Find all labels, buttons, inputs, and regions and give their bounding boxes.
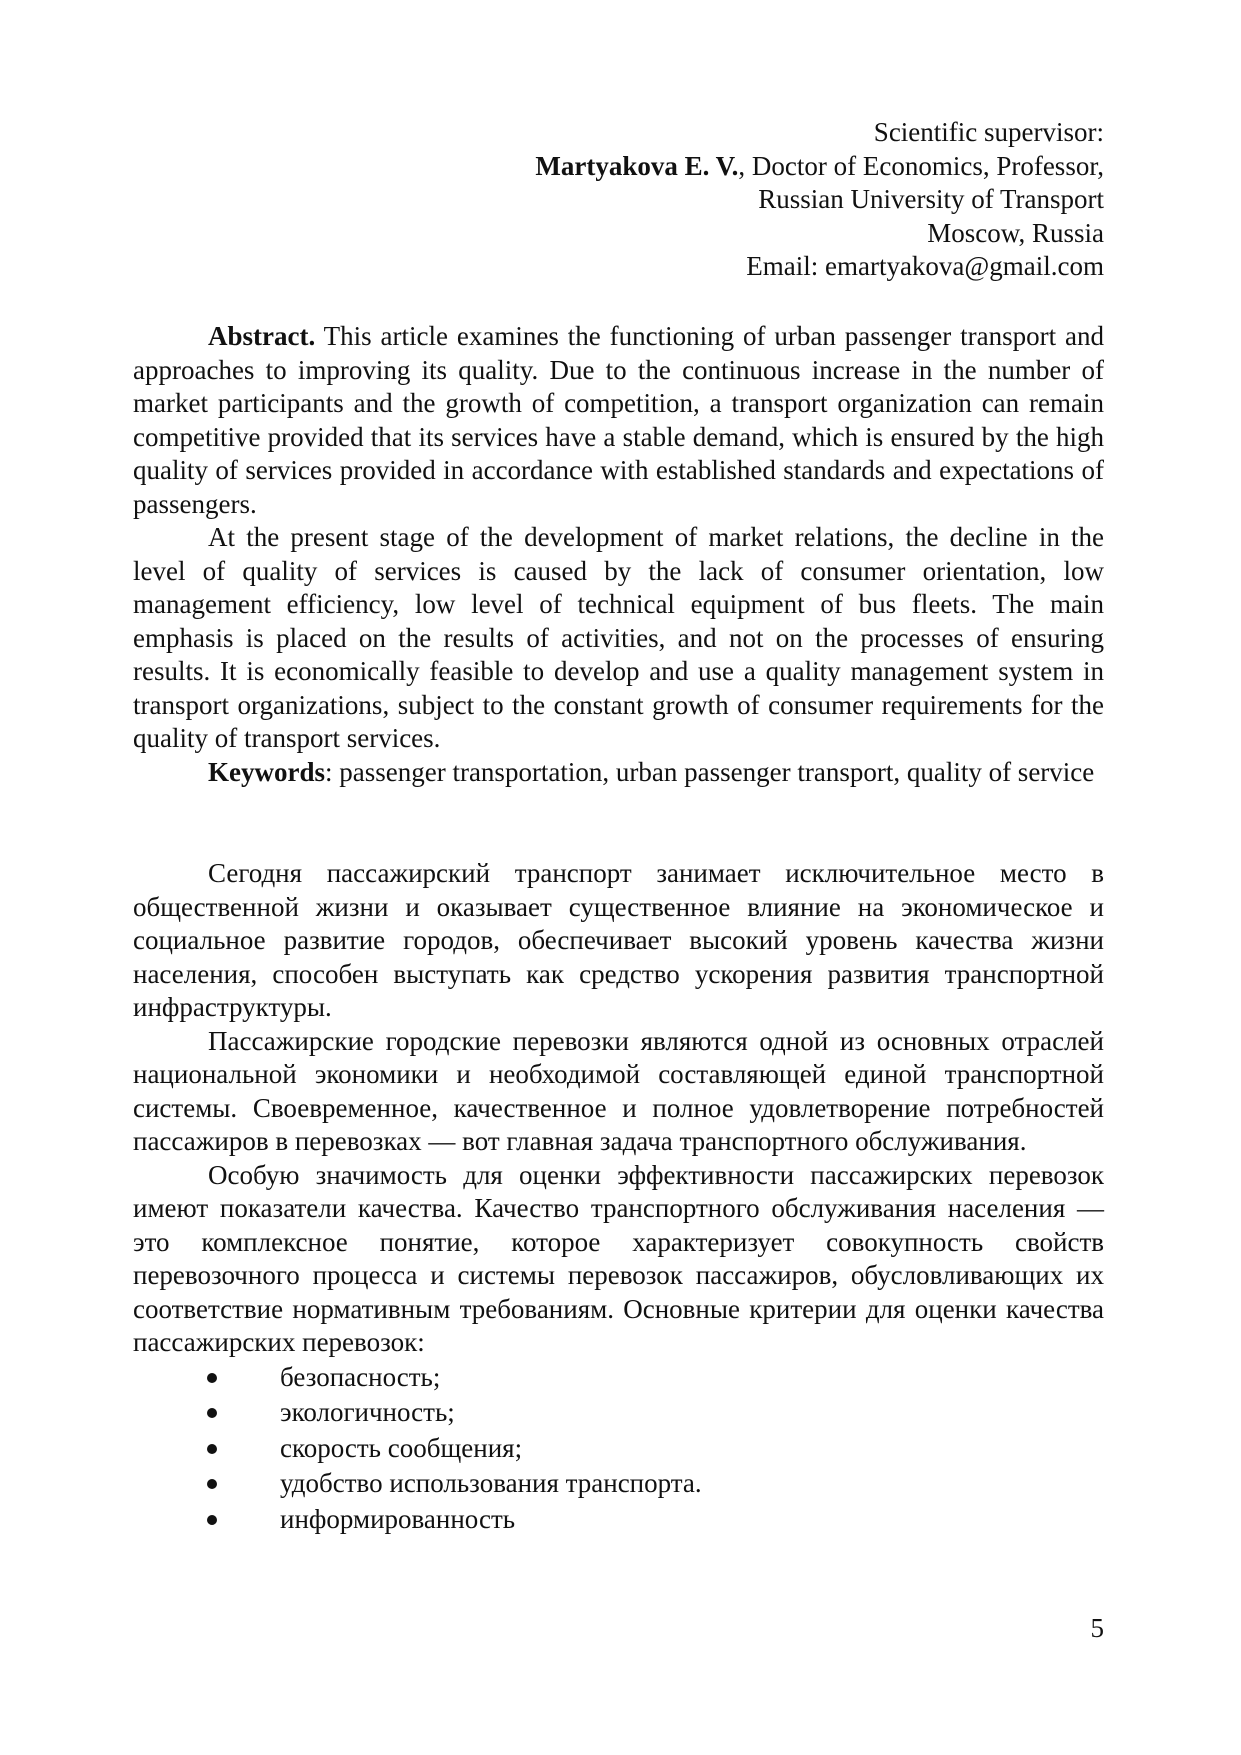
keywords-label: Keywords [208, 756, 325, 787]
abstract-paragraph-1 [133, 320, 1104, 521]
supervisor-university: Russian University of Transport [758, 184, 1104, 214]
list-item [133, 1466, 1104, 1502]
body-paragraph-3: Особую значимость для оценки эффективности пассажирских перевозок имеют показатели качества. Качество транспортного обслуживания населения — это комплексное понятие, которое характеризует совокупность свойств перевозочного процесса и системы перевозок пассажиров, обусловливающих их соответствие нормативным требованиям. Основные критерии для оценки качества пассажирских перевозок: [133, 1159, 1104, 1357]
list-item [133, 1431, 1104, 1467]
keywords-text: : passenger transportation, urban passenger transport, quality of service [325, 756, 1095, 787]
bullet-icon [207, 1479, 217, 1489]
list-item-text: удобство использования транспорта. [280, 1468, 702, 1498]
supervisor-city: Moscow, Russia [927, 217, 1104, 248]
list-item [133, 1360, 1104, 1396]
bullet-icon [207, 1373, 217, 1383]
abstract-label: Abstract. [208, 321, 316, 351]
supervisor-credentials: , Doctor of Economics, Professor, [738, 150, 1104, 181]
list-item [133, 1502, 1104, 1538]
page-number: 5 [1090, 1613, 1104, 1643]
abstract-text-1: This article examines the functioning of urban passenger transport and approaches to improving its quality. Due to the continuous increase in the number of market participants and the growth of competition, a transport organization can remain competitive provided that its services have a stable demand, which is ensured by the high quality of services provided in accordance with established standards and expectations of passengers. [133, 321, 1104, 519]
main-text-section [133, 857, 1104, 1537]
list-item-text: безопасность; [280, 1361, 441, 1392]
criteria-list [133, 1360, 1104, 1538]
list-item [133, 1395, 1104, 1431]
document-page [133, 0, 1104, 1755]
supervisor-name-line [535, 150, 1104, 184]
supervisor-name: Martyakova E. V. [535, 150, 739, 181]
bullet-icon [207, 1408, 217, 1418]
supervisor-label: Scientific supervisor: [873, 117, 1104, 147]
list-item-text: экологичность; [280, 1397, 455, 1427]
supervisor-email: Email: emartyakova@gmail.com [746, 251, 1104, 281]
abstract-paragraph-2: At the present stage of the development of market relations, the decline in the level of quality of services is caused by the lack of consumer orientation, low management efficiency, low level of technical equipment of bus fleets. The main emphasis is placed on the results of activities, and not on the processes of ensuring results. It is economically feasible to develop and use a quality management system in transport organizations, subject to the constant growth of consumer requirements for the quality of transport services. [133, 522, 1104, 753]
bullet-icon [207, 1515, 217, 1525]
list-item-text: информированность [280, 1503, 516, 1534]
bullet-icon [207, 1444, 217, 1454]
supervisor-block [535, 116, 1104, 284]
body-paragraph-2: Пассажирские городские перевозки являются одной из основных отраслей национальной экономики и необходимой составляющей единой транспортной системы. Своевременное, качественное и полное удовлетворение потребностей пассажиров в перевозках — вот главная задача транспортного обслуживания. [133, 1025, 1104, 1156]
list-item-text: скорость сообщения; [280, 1432, 523, 1463]
abstract-section [133, 320, 1104, 789]
keywords-paragraph [133, 756, 1104, 790]
body-paragraph-1: Сегодня пассажирский транспорт занимает исключительное место в общественной жизни и оказывает существенное влияние на экономическое и социальное развитие городов, обеспечивает высокий уровень качества жизни населения, способен выступать как средство ускорения развития транспортной инфраструктуры. [133, 858, 1104, 1022]
